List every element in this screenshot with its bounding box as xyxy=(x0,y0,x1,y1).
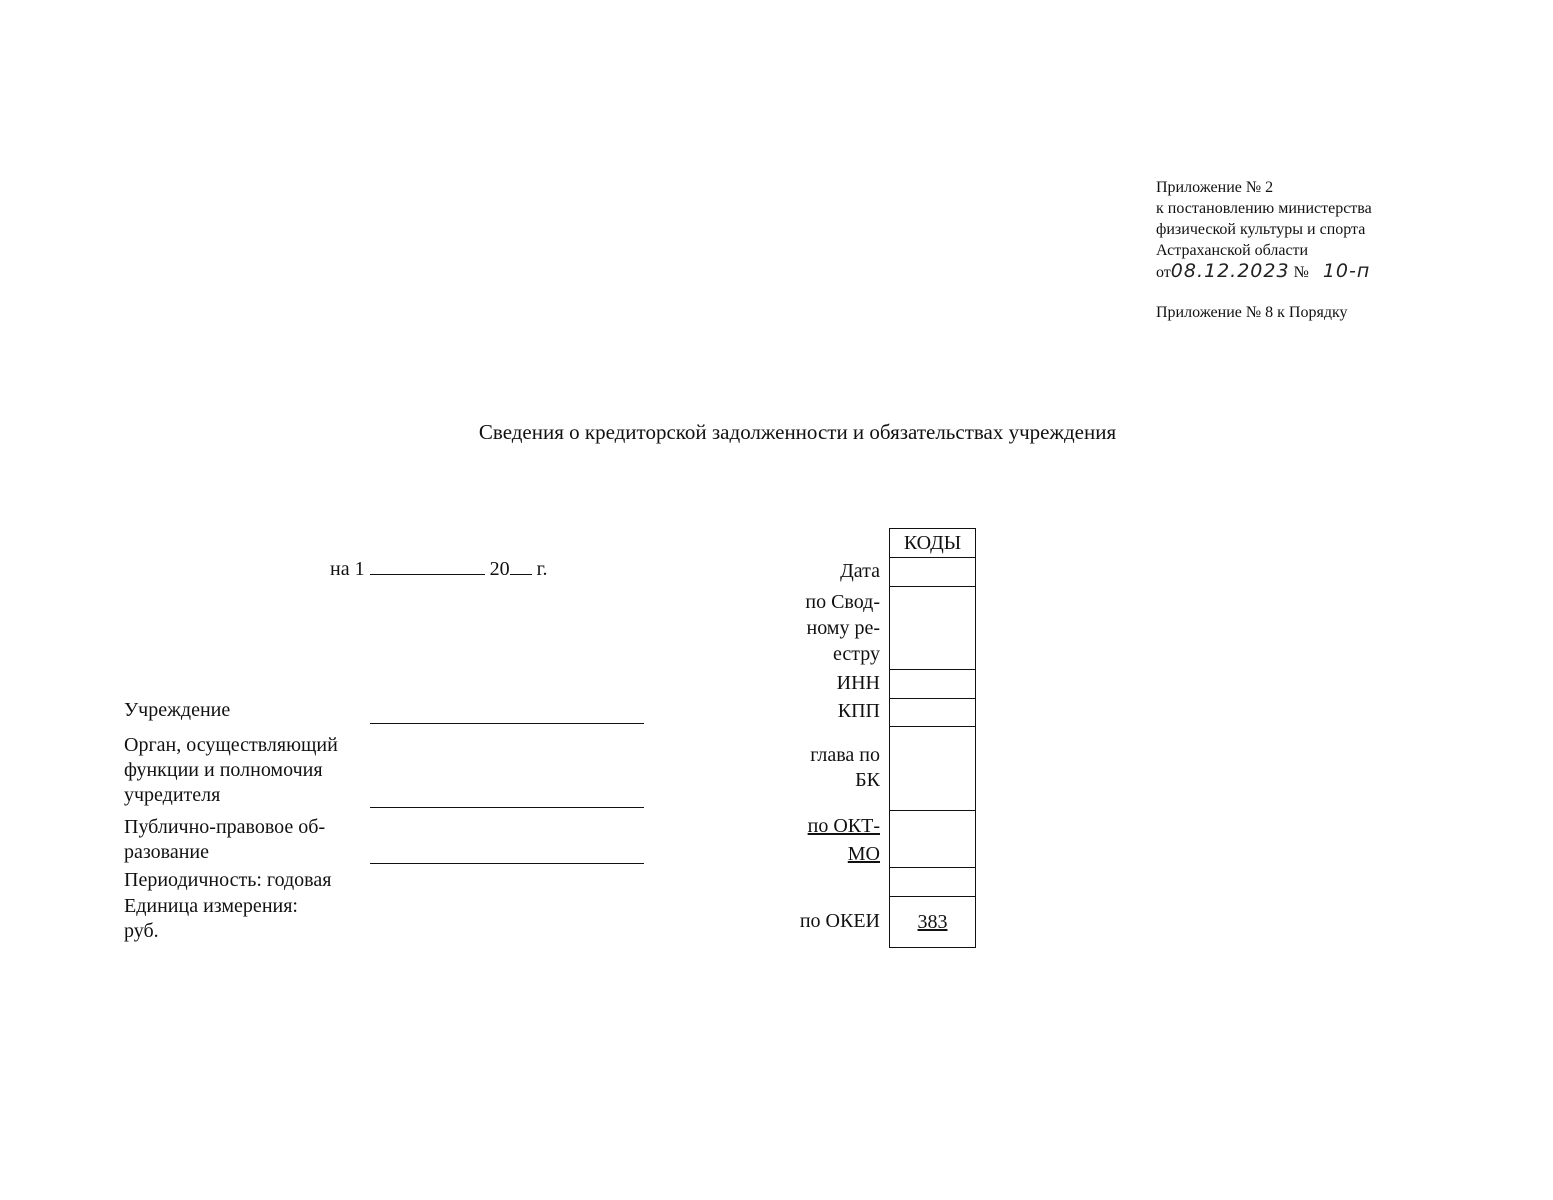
appendix-date-prefix: от xyxy=(1156,264,1171,281)
founder-label-line-3: учредителя xyxy=(124,784,221,806)
registry-label-line-2: ному ре- xyxy=(806,617,880,639)
year-prefix: 20 xyxy=(489,558,510,580)
registry-code-label xyxy=(805,589,880,667)
okei-code-value: 383 xyxy=(917,911,948,933)
unit-label-line-2: руб. xyxy=(124,920,159,942)
year-blank xyxy=(510,558,532,575)
institution-label: Учреждение xyxy=(124,699,231,721)
bk-code-cell[interactable] xyxy=(890,727,975,811)
date-suffix: г. xyxy=(536,558,548,580)
kpp-label: КПП xyxy=(837,700,880,722)
public-entity-label xyxy=(124,815,325,865)
appendix-line-1: Приложение № 2 xyxy=(1156,179,1274,196)
appendix-order-reference: Приложение № 8 к Порядку xyxy=(1156,304,1348,321)
appendix-line-2: к постановлению министерства xyxy=(1156,200,1372,217)
month-blank xyxy=(370,558,485,575)
oktmo-code-cell[interactable] xyxy=(890,811,975,868)
date-code-cell[interactable] xyxy=(890,558,975,587)
oktmo-label-line-2: МО xyxy=(847,843,880,865)
public-entity-line-2: разование xyxy=(124,841,209,863)
okei-label: по ОКЕИ xyxy=(799,910,880,932)
appendix-line-4: Астраханской области xyxy=(1156,242,1309,259)
public-entity-line-1: Публично-правовое об- xyxy=(124,816,326,838)
founder-underline xyxy=(370,807,644,808)
founder-label-line-2: функции и полномочия xyxy=(124,759,323,781)
appendix-block xyxy=(1156,177,1372,283)
handwritten-number: 10-п xyxy=(1322,260,1371,282)
appendix-date-line xyxy=(1156,261,1372,283)
oktmo-label-line-1: по ОКТ- xyxy=(807,815,880,837)
date-code-label: Дата xyxy=(840,560,880,582)
oktmo-label xyxy=(808,812,880,868)
codes-header: КОДЫ xyxy=(890,529,975,558)
handwritten-date: 08.12.2023 xyxy=(1170,260,1290,282)
registry-label-line-3: естру xyxy=(833,643,880,665)
public-entity-underline xyxy=(370,863,644,864)
unit-label xyxy=(124,894,298,944)
registry-label-line-1: по Свод- xyxy=(805,591,880,613)
institution-underline xyxy=(370,723,644,724)
bk-chapter-label xyxy=(810,743,880,793)
kpp-code-cell[interactable] xyxy=(890,699,975,727)
bk-label-line-2: БК xyxy=(855,769,880,791)
bk-label-line-1: глава по xyxy=(810,744,880,766)
report-date-line xyxy=(330,558,548,581)
appendix-line-3: физической культуры и спорта xyxy=(1156,221,1366,238)
appendix-number-prefix: № xyxy=(1293,264,1309,281)
periodicity-label: Периодичность: годовая xyxy=(124,869,332,891)
inn-label: ИНН xyxy=(836,672,880,694)
founder-label-line-1: Орган, осуществляющий xyxy=(124,734,338,756)
founder-label xyxy=(124,733,338,808)
document-title: Сведения о кредиторской задолженности и обязательствах учреждения xyxy=(478,420,1117,444)
date-prefix: на 1 xyxy=(330,558,365,580)
blank-code-cell[interactable] xyxy=(890,868,975,897)
codes-table xyxy=(889,528,976,948)
unit-label-line-1: Единица измерения: xyxy=(124,895,298,917)
okei-code-cell[interactable] xyxy=(890,897,975,948)
registry-code-cell[interactable] xyxy=(890,587,975,670)
inn-code-cell[interactable] xyxy=(890,670,975,699)
